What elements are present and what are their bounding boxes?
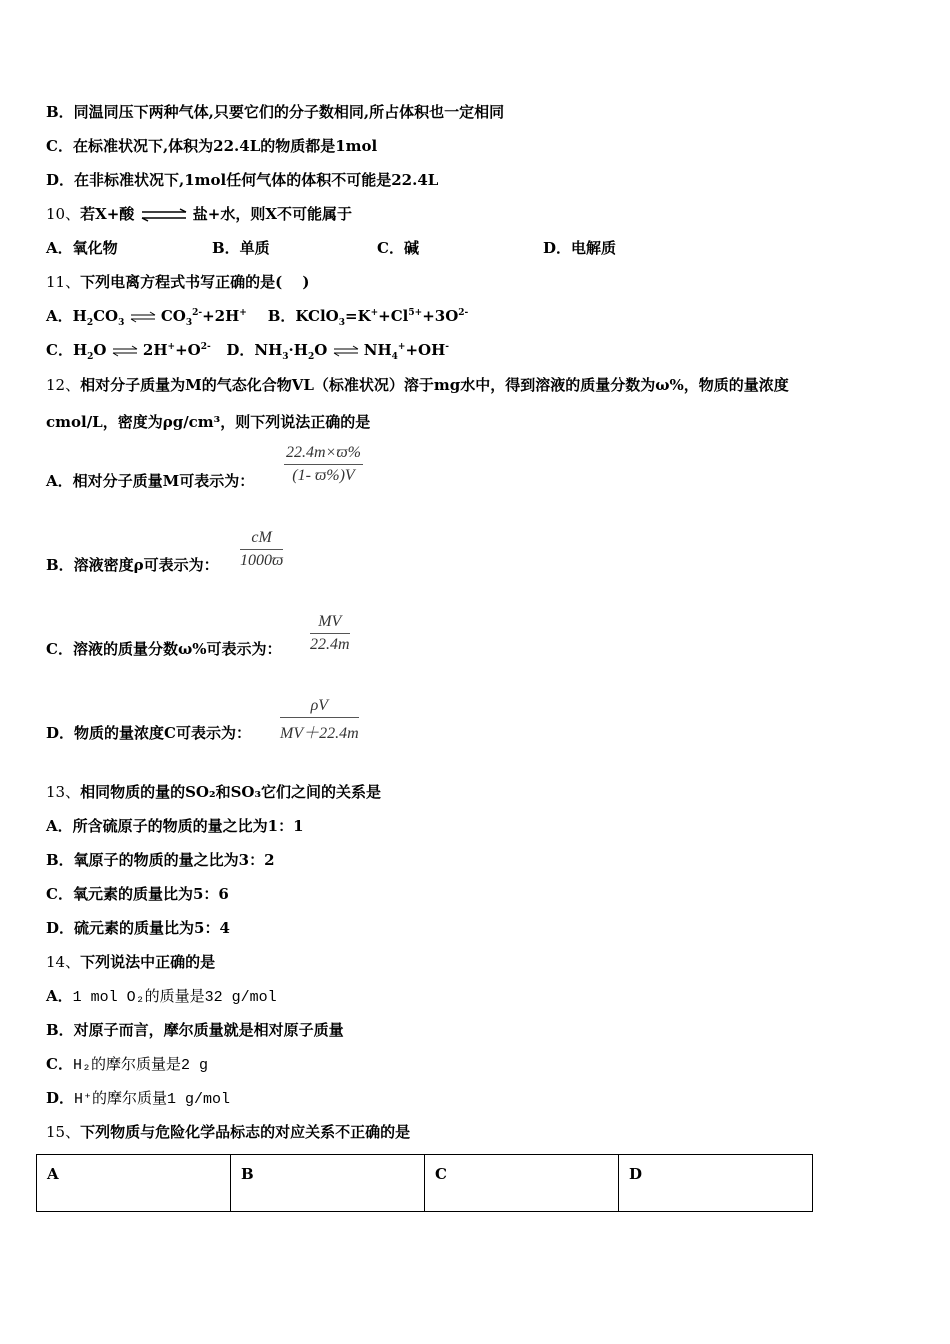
q10-stem: 10、若X+酸 盐+水，则X不可能属于 [46, 205, 352, 223]
q12-option-a-label: A．相对分子质量M可表示为： [46, 472, 255, 490]
q10-option-b: B．单质 [212, 239, 270, 257]
q13-stem: 13、相同物质的量的SO₂和SO₃它们之间的关系是 [46, 783, 382, 801]
reversible-arrow-icon [333, 345, 359, 357]
q12-option-d-fraction: $\frac{\rho V}{MV+22.4m}$ [280, 697, 359, 742]
q12-stem-line1: 12、相对分子质量为M的气态化合物VL（标准状况）溶于mg水中，得到溶液的质量分数为ω%，物质的量浓度 [46, 376, 789, 394]
reversible-arrow-icon [112, 345, 138, 357]
q14-stem: 14、下列说法中正确的是 [46, 953, 216, 971]
q11-options-ab: A．$H_2CO_3$ $CO_3^{2-}+2H^+$ B．$KClO_3=K^++Cl^{5+}+3O^{2-}$ [46, 307, 469, 328]
q14-option-a: A．1 mol O₂的质量是32 g/mol [46, 987, 277, 1006]
q11-number: 11、 [46, 273, 81, 291]
q15-stem: 15、下列物质与危险化学品标志的对应关系不正确的是 [46, 1123, 411, 1141]
reversible-arrow-icon [140, 208, 188, 222]
q13-option-d: D．硫元素的质量比为5：4 [46, 919, 230, 937]
q9-option-d: D．在非标准状况下,1mol任何气体的体积不可能是22.4L [46, 171, 439, 189]
q13-number: 13、 [46, 783, 81, 801]
q10-option-d: D．电解质 [543, 239, 617, 257]
q14-number: 14、 [46, 953, 81, 971]
q13-option-b: B．氧原子的物质的量之比为3：2 [46, 851, 275, 869]
q10-option-c: C．碱 [377, 239, 419, 257]
q12-stem-line2: cmol/L，密度为ρg/cm³，则下列说法正确的是 [46, 413, 371, 431]
q10-option-a: A．氧化物 [46, 239, 118, 257]
q13-option-c: C．氧元素的质量比为5：6 [46, 885, 229, 903]
q10-options [46, 238, 746, 258]
q14-option-b: B．对原子而言，摩尔质量就是相对原子质量 [46, 1021, 344, 1039]
q9-option-c: C．在标准状况下,体积为22.4L的物质都是1mol [46, 137, 378, 155]
table-row [37, 1155, 813, 1212]
q12-number: 12、 [46, 376, 81, 394]
table-cell-c: C [425, 1155, 619, 1212]
table-cell-d: D [619, 1155, 813, 1212]
q15-number: 15、 [46, 1123, 81, 1141]
q12-option-c-fraction: $\frac{MV}{22.4m}$ [310, 613, 350, 653]
q12-option-a-fraction: $\frac{22.4m\times ϖ\%}{(1- ϖ\%)V}$ [286, 444, 361, 484]
q13-option-a: A．所含硫原子的物质的量之比为1：1 [46, 817, 304, 835]
q12-option-b-label: B．溶液密度ρ可表示为： [46, 556, 219, 574]
q12-option-b-fraction: $\frac{cM}{1000ϖ}$ [240, 529, 284, 569]
q14-option-d: D．H⁺的摩尔质量1 g/mol [46, 1089, 231, 1108]
q10-number: 10、 [46, 205, 81, 223]
table-cell-b: B [231, 1155, 425, 1212]
table-cell-a: A [37, 1155, 231, 1212]
q9-option-b: B．同温同压下两种气体,只要它们的分子数相同,所占体积也一定相同 [46, 103, 505, 121]
q12-option-c-label: C．溶液的质量分数ω%可表示为： [46, 640, 282, 658]
q14-option-c: C．H₂的摩尔质量是2 g [46, 1055, 208, 1074]
reversible-arrow-icon [130, 311, 156, 323]
q11-stem: 11、下列电离方程式书写正确的是( ) [46, 273, 310, 291]
q15-answer-table [36, 1154, 813, 1212]
q11-options-cd: C．$H_2O$ $2H^++O^{2-}$ D．$NH_3\cdot H_2O$ $NH_4^++OH^-$ [46, 341, 449, 362]
q12-option-d-label: D．物质的量浓度C可表示为： [46, 724, 251, 742]
